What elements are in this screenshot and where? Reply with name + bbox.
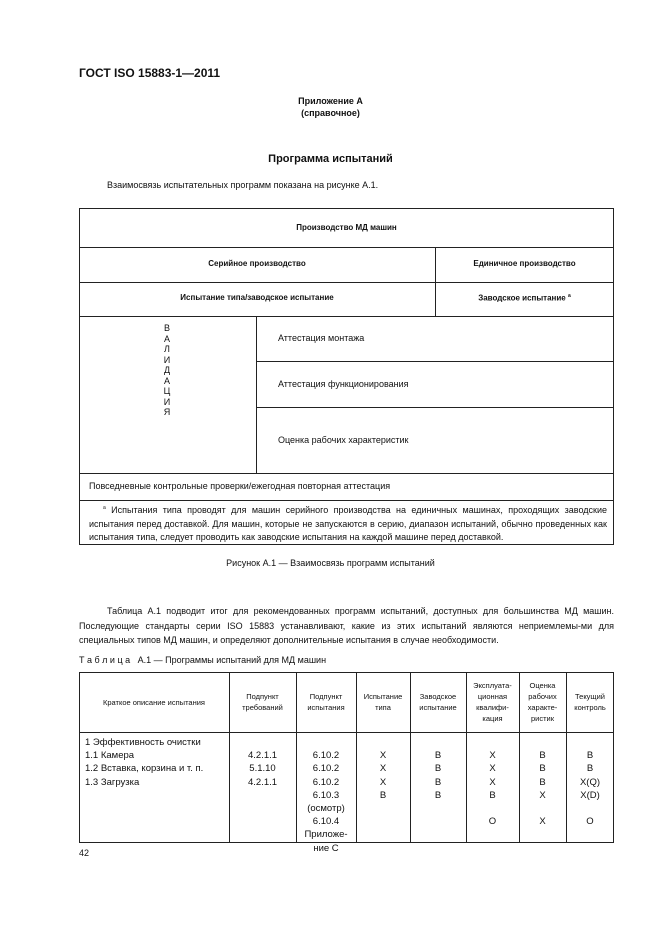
table-cell: ние С bbox=[313, 842, 339, 854]
table-cell bbox=[519, 736, 566, 749]
table-cell: X bbox=[539, 789, 546, 801]
figure-footnote: $^а$ Испытания типа проводят для машин серийного производства на единичных машинах, проходящих заводские испытания перед доставкой. Для машин, которые не запускаются в серию, диапазон испытаний, обычно проведенных как испытания типа, следует проводить как заводские испытания на каждой машине перед доставкой. bbox=[89, 505, 607, 542]
type-test-label: Испытание типа/заводское испытание bbox=[180, 293, 334, 302]
table-cell: O bbox=[586, 816, 594, 828]
annex-title: Приложение А bbox=[298, 96, 363, 106]
table-cell: X bbox=[489, 750, 496, 762]
table-cell bbox=[519, 802, 566, 815]
table-cell: B bbox=[434, 776, 442, 788]
operational-qualification: Аттестация функционирования bbox=[278, 379, 409, 389]
table-cell: X(D) bbox=[580, 789, 600, 801]
table-column bbox=[229, 736, 296, 789]
table-cell bbox=[356, 736, 410, 749]
table-cell: B bbox=[539, 763, 546, 775]
table-cell: B bbox=[489, 789, 496, 801]
table-column bbox=[356, 736, 410, 802]
column-header bbox=[356, 672, 410, 732]
table-cell: 6.10.2 bbox=[312, 750, 340, 762]
table-cell: X(Q) bbox=[579, 776, 601, 788]
table-cell bbox=[410, 736, 466, 749]
table-cell: 1.1 Камера bbox=[85, 750, 135, 762]
table-cell: O bbox=[488, 816, 497, 828]
table-cell: Приложе- bbox=[304, 829, 348, 841]
column-header-label: Подпункт требований bbox=[242, 692, 283, 712]
serial-production-label: Серийное производство bbox=[208, 259, 306, 268]
table-column bbox=[519, 736, 566, 828]
column-header-label: Заводское испытание bbox=[419, 692, 457, 712]
column-header-label: Оценка рабочих характе- ристик bbox=[527, 681, 558, 723]
column-header-label: Краткое описание испытания bbox=[102, 697, 205, 707]
table-cell: (осмотр) bbox=[307, 802, 345, 814]
table-cell: B bbox=[434, 763, 442, 775]
table-cell bbox=[466, 736, 519, 749]
validation-label: В А Л И Д А Ц И Я bbox=[163, 323, 171, 417]
column-header bbox=[519, 672, 566, 732]
table-cell bbox=[566, 802, 614, 815]
table-cell: 6.10.4 bbox=[312, 816, 340, 828]
table-cell bbox=[566, 736, 614, 749]
factory-test-label: Заводское испытание $^а$ bbox=[478, 293, 571, 303]
table-column bbox=[566, 736, 614, 828]
table-column bbox=[85, 736, 229, 789]
table-cell: X bbox=[379, 763, 387, 775]
table-cell: X bbox=[489, 763, 496, 775]
body-paragraph: Таблица А.1 подводит итог для рекомендованных программ испытаний, доступных для большинства МД машин. Последующие стандарты серии ISO 15883 устанавливают, какие из этих испытаний являются неприемлемы-ми для специальных типов МД машин, и определяют дополнительные испытания в случае необходимости. bbox=[79, 606, 614, 645]
document-header: ГОСТ ISO 15883-1—2011 bbox=[79, 66, 221, 80]
table-cell: B bbox=[586, 750, 594, 762]
table-cell: B bbox=[539, 776, 546, 788]
column-header bbox=[466, 672, 519, 732]
column-header-label: Эксплуата- ционная квалифи- кация bbox=[473, 681, 512, 723]
column-header-label: Испытание типа bbox=[363, 692, 403, 712]
table-cell: B bbox=[434, 789, 442, 801]
single-production-label: Единичное производство bbox=[473, 259, 576, 268]
table-cell: 5.1.10 bbox=[249, 763, 276, 775]
table-cell: 1 Эффективность очистки bbox=[85, 737, 201, 748]
annex-subtitle: (справочное) bbox=[301, 108, 360, 118]
table-cell: B bbox=[586, 763, 594, 775]
table-cell: 1.2 Вставка, корзина и т. п. bbox=[85, 763, 204, 775]
table-cell: X bbox=[379, 776, 387, 788]
installation-qualification: Аттестация монтажа bbox=[278, 333, 365, 343]
routine-checks: Повседневные контрольные проверки/ежегодная повторная аттестация bbox=[89, 481, 391, 491]
table-cell: 6.10.2 bbox=[312, 776, 340, 788]
table-cell: 1.3 Загрузка bbox=[85, 776, 140, 788]
column-header bbox=[79, 672, 229, 732]
column-header-label: Текущий контроль bbox=[574, 692, 606, 712]
table-column bbox=[466, 736, 519, 828]
table-cell: B bbox=[539, 750, 546, 762]
table-cell: X bbox=[489, 776, 496, 788]
table-caption: Т а б л и ц а А.1 — Программы испытаний для МД машин bbox=[79, 655, 327, 665]
table-cell: 4.2.1.1 bbox=[247, 750, 278, 762]
table-cell: 4.2.1.1 bbox=[247, 776, 278, 788]
column-header bbox=[229, 672, 296, 732]
table-column bbox=[410, 736, 466, 802]
table-cell: B bbox=[434, 750, 442, 762]
page-number: 42 bbox=[79, 848, 90, 858]
table-cell: 6.10.2 bbox=[312, 763, 340, 775]
column-header-label: Подпункт испытания bbox=[307, 692, 345, 712]
table-cell: B bbox=[379, 789, 387, 801]
table-column bbox=[296, 736, 356, 855]
section-title: Программа испытаний bbox=[268, 153, 393, 165]
intro-text: Взаимосвязь испытательных программ показана на рисунке А.1. bbox=[107, 180, 379, 190]
production-label: Производство МД машин bbox=[296, 223, 397, 232]
column-header bbox=[296, 672, 356, 732]
table-cell: 6.10.3 bbox=[312, 789, 340, 801]
table-cell: X bbox=[379, 750, 387, 762]
table-cell: X bbox=[539, 816, 546, 828]
column-header bbox=[410, 672, 466, 732]
table-cell bbox=[296, 736, 356, 749]
table-cell bbox=[229, 736, 296, 749]
table-cell bbox=[466, 802, 519, 815]
column-header bbox=[566, 672, 614, 732]
figure-caption: Рисунок А.1 — Взаимосвязь программ испытаний bbox=[226, 558, 435, 568]
performance-qualification: Оценка рабочих характеристик bbox=[278, 435, 409, 445]
